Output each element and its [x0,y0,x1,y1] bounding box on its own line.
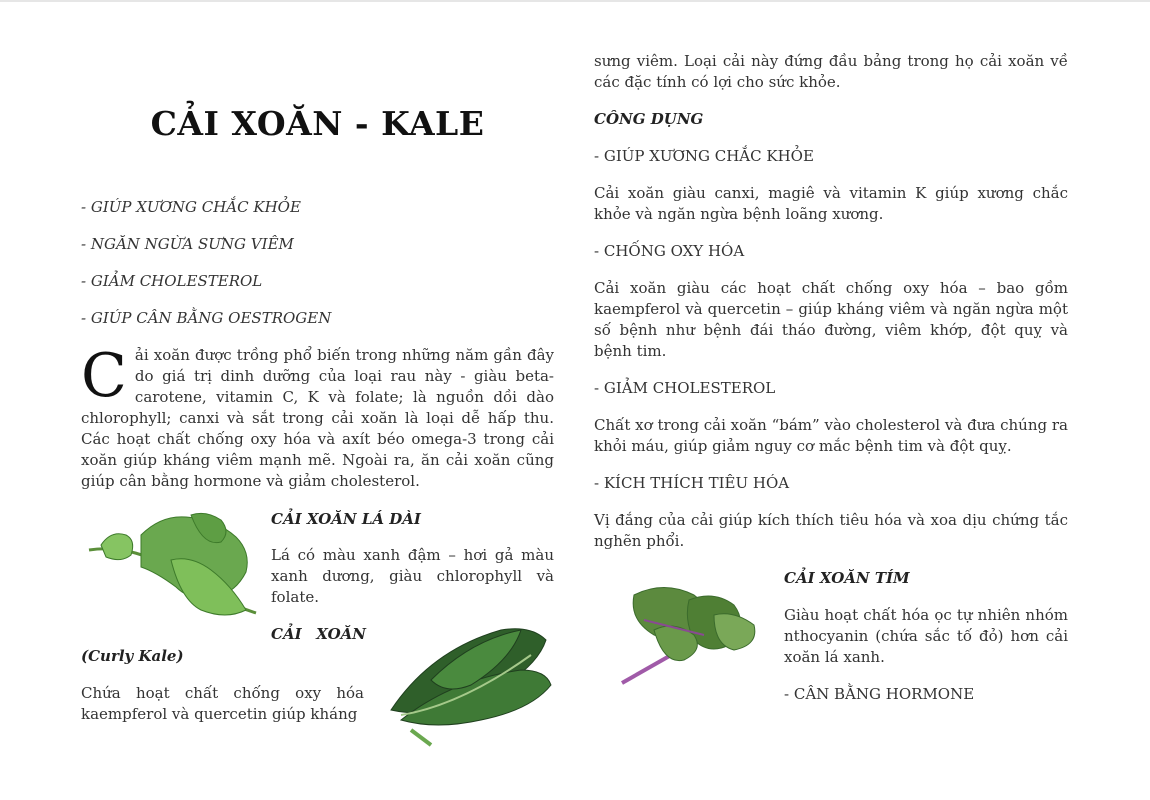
purple-text: Giàu hoạt chất hóa ọc tự nhiên nhóm nthocyanin (chứa sắc tố đỏ) hơn cải xoăn lá xanh. [784,606,1068,666]
section-cholesterol-heading: - GIẢM CHOLESTEROL [594,379,776,397]
curly-heading: CẢI XOĂN [271,625,366,643]
uses-heading: CÔNG DỤNG [594,110,704,128]
top-border [0,0,1150,2]
long-leaf-heading: CẢI XOĂN LÁ DÀI [271,510,421,528]
section-antioxidant-heading: - CHỐNG OXY HÓA [594,242,745,260]
curly-kale-image [371,620,554,750]
curly-subheading: (Curly Kale) [81,647,184,665]
section-cholesterol-text: Chất xơ trong cải xoăn “bám” vào cholesterol và đưa chúng ra khỏi máu, giúp giảm nguy cơ mắc bệnh tim và đột quỵ. [594,416,1068,455]
curly-text: Chứa hoạt chất chống oxy hóa kaempferol và quercetin giúp kháng [81,684,364,723]
section-digestion-heading: - KÍCH THÍCH TIÊU HÓA [594,474,790,492]
intro-paragraph [81,341,554,492]
section-bone-text: Cải xoăn giàu canxi, magiê và vitamin K giúp xương chắc khỏe và ngăn ngừa bệnh loãng xương. [594,184,1068,223]
bullet-oestrogen: - GIÚP CÂN BẰNG OESTROGEN [81,309,332,327]
bullet-cholesterol: - GIẢM CHOLESTEROL [81,272,263,290]
long-leaf-text: Lá có màu xanh đậm – hơi gả màu xanh dương, giàu chlorophyll và folate. [271,546,554,606]
section-digestion-text: Vị đắng của cải giúp kích thích tiêu hóa và xoa dịu chứng tắc nghẽn phổi. [594,511,1068,550]
section-bone-heading: - GIÚP XƯƠNG CHẮC KHỎE [594,147,814,165]
bullet-inflammation: - NGĂN NGỪA SƯNG VIÊM [81,235,294,253]
section-antioxidant-text: Cải xoăn giàu các hoạt chất chống oxy hóa – bao gồm kaempferol và quercetin – giúp kháng viêm và ngăn ngừa một số bệnh như bệnh đái tháo đường, viêm khớp, đột quỵ và bệnh tim. [594,279,1068,360]
bullet-bone: - GIÚP XƯƠNG CHẮC KHỎE [81,198,301,216]
intro-text: ải xoăn được trồng phổ biến trong những năm gần đây do giá trị dinh dưỡng của loại rau này - giàu beta-carotene, vitamin C, K và folate; là nguồn dồi dào chlorophyll; canxi và sắt trong cải xoăn là loại dễ hấp thu. Các hoạt chất chống oxy hóa và axít béo omega-3 trong cải xoăn giúp kháng viêm mạnh mẽ. Ngoài ra, ăn cải xoăn cũng giúp cân bằng hormone và giảm cholesterol. [81,346,554,490]
hormone-heading: - CÂN BẰNG HORMONE [784,685,975,703]
page-title: CẢI XOĂN - KALE [150,104,485,143]
long-leaf-kale-image [81,505,263,625]
continued-text: sưng viêm. Loại cải này đứng đầu bảng trong họ cải xoăn về các đặc tính có lợi cho sức khỏe. [594,52,1068,91]
drop-cap: C [81,341,127,411]
purple-heading: CẢI XOĂN TÍM [784,569,910,587]
purple-kale-image [594,575,774,690]
